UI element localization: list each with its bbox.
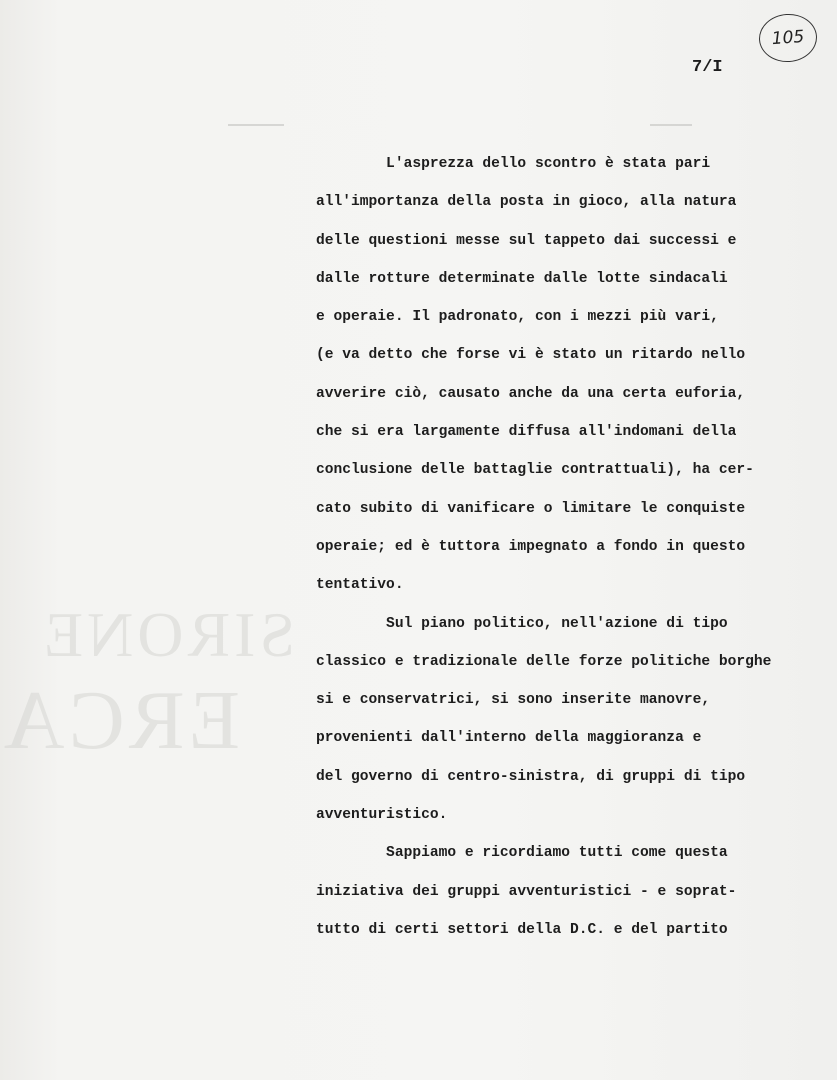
text-line: del governo di centro-sinistra, di gruppi di tipo <box>316 768 746 785</box>
text-line: avverire ciò, causato anche da una certa euforia, <box>316 385 746 402</box>
text-line: si e conservatrici, si sono inserite manovre, <box>316 692 711 709</box>
bleed-through-mark: ERCA <box>0 674 241 767</box>
typed-body-text <box>316 145 837 949</box>
text-line: Sul piano politico, nell'azione di tipo <box>316 615 728 632</box>
bleed-through-mark <box>228 124 284 126</box>
page-number: 7/I <box>692 58 723 77</box>
text-line: L'asprezza dello scontro è stata pari <box>316 156 711 172</box>
bleed-through-mark <box>650 124 692 126</box>
text-line: all'importanza della posta in gioco, alla natura <box>316 194 737 211</box>
text-line: Sappiamo e ricordiamo tutti come questa <box>316 845 728 862</box>
text-line: avventuristico. <box>316 807 448 824</box>
text-line: provenienti dall'interno della maggioranza e <box>316 730 702 747</box>
text-line: iniziativa dei gruppi avventuristici - e soprat- <box>316 883 737 900</box>
text-line: conclusione delle battaglie contrattuali), ha cer- <box>316 462 754 479</box>
text-line: tutto di certi settori della D.C. e del partito <box>316 921 728 938</box>
text-line: (e va detto che forse vi è stato un ritardo nello <box>316 347 746 364</box>
archive-stamp-number: 105 <box>757 12 818 64</box>
text-line: operaie; ed è tuttora impegnato a fondo in questo <box>316 538 746 555</box>
text-line: dalle rotture determinate dalle lotte sindacali <box>316 270 728 287</box>
text-line: cato subito di vanificare o limitare le conquiste <box>316 500 746 517</box>
text-line: e operaie. Il padronato, con i mezzi più vari, <box>316 309 719 326</box>
text-line: tentativo. <box>316 577 404 594</box>
bleed-through-mark: SIRONE <box>40 599 296 670</box>
text-line: che si era largamente diffusa all'indomani della <box>316 424 737 441</box>
text-line: classico e tradizionale delle forze politiche borghe <box>316 653 772 670</box>
text-line: delle questioni messe sul tappeto dai successi e <box>316 232 737 249</box>
